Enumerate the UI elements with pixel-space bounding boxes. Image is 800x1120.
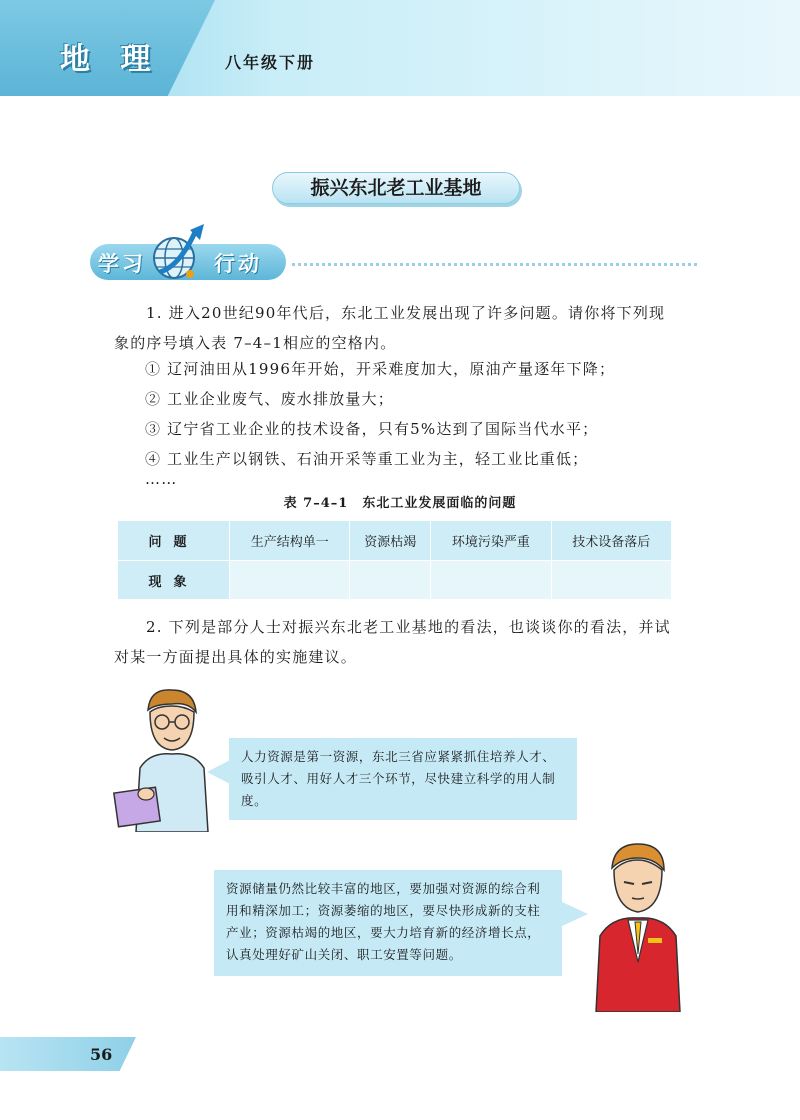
column-header: 技术设备落后 <box>551 521 671 561</box>
question-1-text: 1. 进入20世纪90年代后，东北工业发展出现了许多问题。请你将下列现象的序号填入表 7–4–1相应的空格内。 <box>114 304 666 352</box>
column-header: 生产结构单一 <box>230 521 350 561</box>
section-title: 振兴东北老工业基地 <box>272 172 520 204</box>
speech-bubble-resources: 资源储量仍然比较丰富的地区，要加强对资源的综合利用和精深加工；资源萎缩的地区，要尽快形成新的支柱产业；资源枯竭的地区，要大力培育新的经济增长点，认真处理好矿山关闭、职工安置等问题。 <box>214 870 562 976</box>
teacher-illustration <box>110 682 230 832</box>
phenomenon-item-4: ④ 工业生产以钢铁、石油开采等重工业为主，轻工业比重低； <box>145 450 589 468</box>
dotted-rule <box>292 263 697 266</box>
activity-label-action: 行动 <box>214 252 262 276</box>
speech-bubble-tail <box>562 902 588 926</box>
answer-cell[interactable] <box>230 561 350 600</box>
column-header: 资源枯竭 <box>350 521 431 561</box>
activity-label-study: 学习 <box>98 252 146 276</box>
question-2-text: 2. 下列是部分人士对振兴东北老工业基地的看法，也谈谈你的看法，并试对某一方面提出具体的实施建议。 <box>114 618 671 666</box>
phenomenon-item-3: ③ 辽宁省工业企业的技术设备，只有5%达到了国际当代水平； <box>145 420 599 438</box>
table-caption: 表 7–4–1 东北工业发展面临的问题 <box>283 496 517 511</box>
table-header-row <box>118 521 672 561</box>
page-number: 56 <box>90 1045 113 1064</box>
answer-cell[interactable] <box>431 561 551 600</box>
table-answer-row <box>118 561 672 600</box>
answer-cell[interactable] <box>350 561 431 600</box>
phenomenon-item-2: ② 工业企业废气、废水排放量大； <box>145 390 394 408</box>
row-head-phenomenon: 现象 <box>118 561 230 600</box>
page-tab <box>0 1037 136 1071</box>
grade-label: 八年级下册 <box>225 53 316 72</box>
phenomenon-item-1: ① 辽河油田从1996年开始，开采难度加大，原油产量逐年下降； <box>145 360 616 378</box>
speech-bubble-talent: 人力资源是第一资源，东北三省应紧紧抓住培养人才、吸引人才、用好人才三个环节，尽快建立科学的用人制度。 <box>229 738 577 820</box>
subject-title: 地 理 <box>60 42 161 77</box>
speech-bubble-tail <box>207 760 230 784</box>
problems-table <box>117 520 672 600</box>
row-head-problem: 问题 <box>118 521 230 561</box>
column-header: 环境污染严重 <box>431 521 551 561</box>
phenomenon-ellipsis: …… <box>145 470 178 488</box>
official-illustration <box>588 842 688 1012</box>
answer-cell[interactable] <box>551 561 671 600</box>
globe-arrow-icon <box>150 222 206 284</box>
